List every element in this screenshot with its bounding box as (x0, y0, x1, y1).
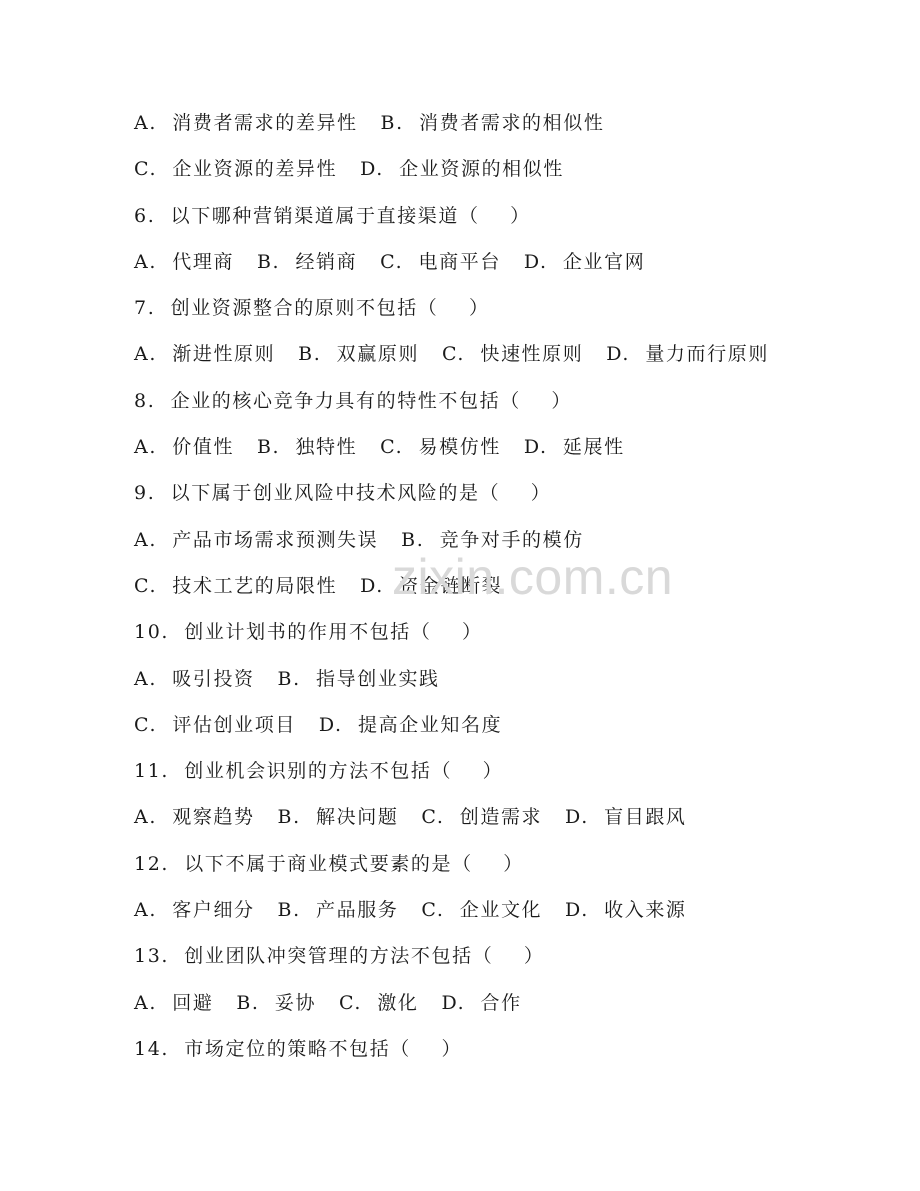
option-line-9b: C. 技术工艺的局限性 D. 资金链断裂 (134, 574, 503, 597)
question-12: 12. 以下不属于商业模式要素的是（ ） (134, 852, 524, 875)
question-9: 9. 以下属于创业风险中技术风险的是（ ） (134, 482, 552, 505)
option-line-6: A. 代理商 B. 经销商 C. 电商平台 D. 企业官网 (134, 250, 646, 273)
question-8: 8. 企业的核心竞争力具有的特性不包括（ ） (134, 389, 572, 412)
question-list (134, 106, 894, 1078)
question-10: 10. 创业计划书的作用不包括（ ） (134, 621, 483, 644)
option-line-10b: C. 评估创业项目 D. 提高企业知名度 (134, 713, 503, 736)
option-line-8: A. 价值性 B. 独特性 C. 易模仿性 D. 延展性 (134, 436, 625, 459)
option-line-12: A. 客户细分 B. 产品服务 C. 企业文化 D. 收入来源 (134, 899, 687, 922)
option-line-9a: A. 产品市场需求预测失误 B. 竞争对手的模仿 (134, 528, 584, 551)
option-line-10a: A. 吸引投资 B. 指导创业实践 (134, 667, 440, 690)
question-6: 6. 以下哪种营销渠道属于直接渠道（ ） (134, 204, 531, 227)
question-14: 14. 市场定位的策略不包括（ ） (134, 1037, 463, 1060)
option-line-5b: C. 企业资源的差异性 D. 企业资源的相似性 (134, 158, 564, 181)
option-line-5: A. 消费者需求的差异性 B. 消费者需求的相似性 (134, 112, 605, 134)
question-7: 7. 创业资源整合的原则不包括（ ） (134, 297, 490, 320)
option-line-7: A. 渐进性原则 B. 双赢原则 C. 快速性原则 D. 量力而行原则 (134, 343, 769, 366)
option-line-13: A. 回避 B. 妥协 C. 激化 D. 合作 (134, 991, 522, 1014)
question-13: 13. 创业团队冲突管理的方法不包括（ ） (134, 945, 545, 968)
watermark: zixin.com.cn (392, 549, 674, 605)
option-line-11: A. 观察趋势 B. 解决问题 C. 创造需求 D. 盲目跟风 (134, 806, 687, 829)
question-11: 11. 创业机会识别的方法不包括（ ） (134, 760, 504, 783)
